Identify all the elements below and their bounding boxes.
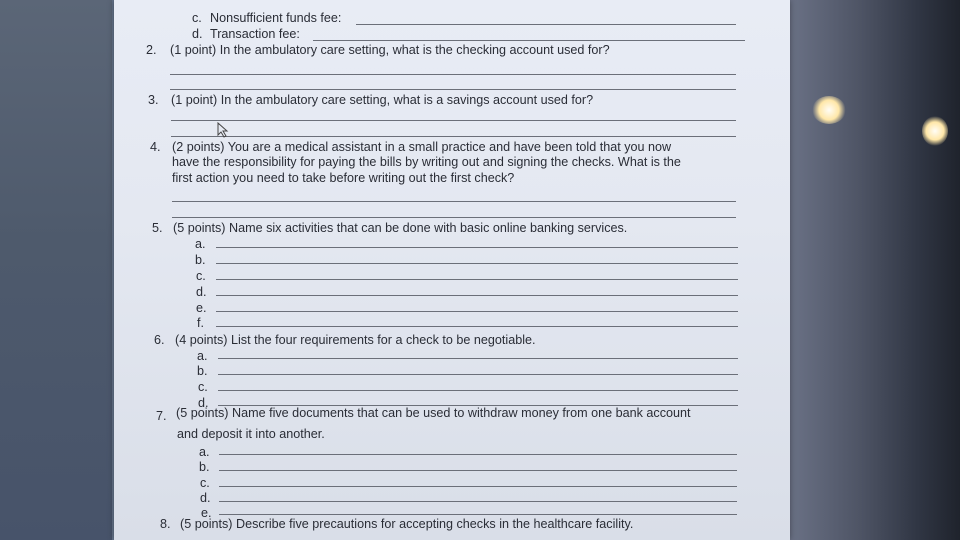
item-letter: b. [199, 460, 210, 474]
light-glare [812, 96, 846, 124]
question-number: 3. [148, 93, 159, 107]
question-number: 2. [146, 43, 157, 57]
question-text-line: and deposit it into another. [177, 427, 325, 441]
question-text: (4 points) List the four requirements for a check to be negotiable. [175, 333, 536, 347]
item-letter: b. [197, 364, 208, 378]
answer-line [216, 247, 738, 248]
answer-line [216, 279, 738, 280]
answer-line [219, 501, 737, 502]
answer-line [172, 201, 736, 202]
item-letter: a. [195, 237, 206, 251]
question-text-line: first action you need to take before writing out the first check? [172, 171, 515, 185]
answer-line [170, 74, 736, 75]
background-right [790, 0, 960, 540]
question-text: (5 points) Describe five precautions for accepting checks in the healthcare facility. [180, 517, 634, 531]
item-letter: d. [192, 27, 203, 41]
answer-line [218, 390, 738, 391]
mouse-cursor-icon [217, 122, 231, 138]
item-letter: a. [197, 349, 208, 363]
item-letter: d. [196, 285, 207, 299]
answer-line [216, 326, 738, 327]
item-letter: e. [201, 506, 212, 520]
question-number: 8. [160, 517, 171, 531]
item-letter: f. [197, 316, 204, 330]
item-letter: c. [196, 269, 206, 283]
item-label: Nonsufficient funds fee: [210, 11, 342, 25]
answer-line [219, 514, 737, 515]
answer-line [170, 89, 736, 90]
answer-line [216, 295, 738, 296]
answer-line [171, 120, 736, 121]
question-number: 5. [152, 221, 163, 235]
item-letter: e. [196, 301, 207, 315]
answer-line [216, 311, 738, 312]
item-letter: d. [198, 396, 209, 410]
question-text-line: (5 points) Name five documents that can be used to withdraw money from one bank account [176, 406, 691, 420]
question-text: (1 point) In the ambulatory care setting, what is the checking account used for? [170, 43, 610, 57]
question-text-line: have the responsibility for paying the bills by writing out and signing the checks. What is the [172, 155, 681, 169]
item-letter: c. [192, 11, 202, 25]
answer-line [216, 263, 738, 264]
item-letter: d. [200, 491, 211, 505]
question-number: 6. [154, 333, 165, 347]
question-text-line: (2 points) You are a medical assistant in a small practice and have been told that you now [172, 140, 672, 154]
item-letter: c. [198, 380, 208, 394]
light-glare [922, 116, 948, 146]
item-letter: b. [195, 253, 206, 267]
answer-line [171, 136, 736, 137]
answer-line [219, 454, 737, 455]
answer-line [219, 470, 737, 471]
answer-line [218, 374, 738, 375]
answer-line [218, 358, 738, 359]
question-number: 7. [156, 409, 167, 423]
question-number: 4. [150, 140, 161, 154]
worksheet-page [114, 0, 790, 540]
item-label: Transaction fee: [210, 27, 300, 41]
answer-line [313, 40, 745, 41]
answer-line [172, 217, 736, 218]
item-letter: a. [199, 445, 210, 459]
question-text: (5 points) Name six activities that can be done with basic online banking services. [173, 221, 628, 235]
question-text: (1 point) In the ambulatory care setting, what is a savings account used for? [171, 93, 594, 107]
background-left [0, 0, 112, 540]
item-letter: c. [200, 476, 210, 490]
answer-line [356, 24, 736, 25]
answer-line [219, 486, 737, 487]
